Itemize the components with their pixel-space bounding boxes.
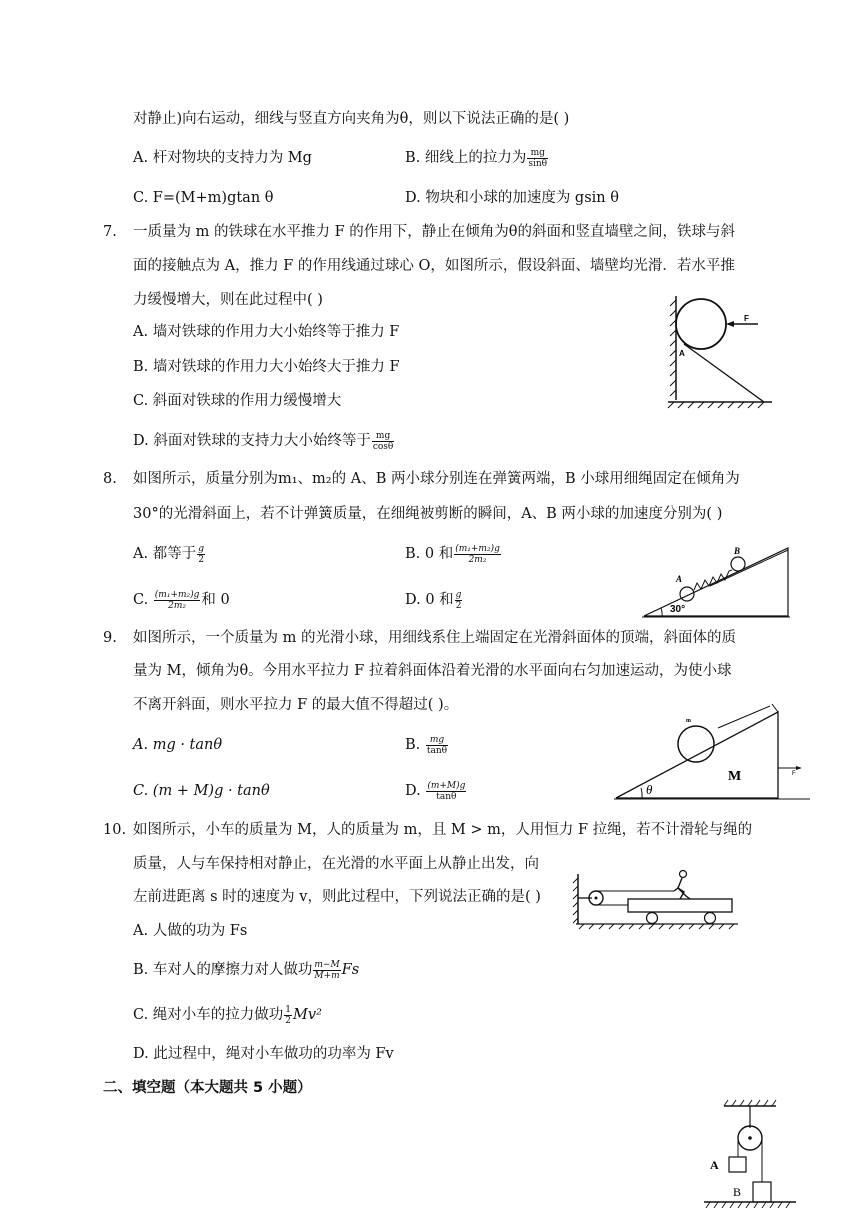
q7-stem-line1: 一质量为 m 的铁球在水平推力 F 的作用下，静止在倾角为θ的斜面和竖直墙壁之间，铁球与斜	[133, 224, 735, 240]
q9-stem-line3: 不离开斜面，则水平拉力 F 的最大值不得超过( )。	[133, 697, 459, 713]
q7-option-b: B. 墙对铁球的作用力大小始终大于推力 F	[133, 359, 400, 375]
section-2-heading: 二、填空题（本大题共 5 小题）	[103, 1080, 312, 1096]
q7-option-a: A. 墙对铁球的作用力大小始终等于推力 F	[133, 324, 400, 340]
q10-number: 10.	[103, 822, 127, 838]
q8-option-b: B. 0 和 $\frac{\text{(m₁+m₂)g}}{\text{2m₂}}$	[405, 543, 500, 565]
q7-stem-line2: 面的接触点为 A，推力 F 的作用线通过球心 O，如图所示，假设斜面、墙壁均光滑．若水平推	[133, 258, 735, 274]
q9-fig-M-label: M	[728, 769, 742, 784]
q9-stem-line1: 如图所示，一个质量为 m 的光滑小球，用细线系住上端固定在光滑斜面体的顶端，斜面体的质	[133, 630, 736, 646]
q9-option-a: A. mg · tanθ	[133, 737, 223, 753]
q6-option-b: B. 细线上的拉力为 $\frac{mg}{\sin\theta}$	[405, 147, 548, 169]
q9-stem-line2: 量为 M，倾角为θ。今用水平拉力 F 拉着斜面体沿着光滑的水平面向右匀加速运动，为使小球	[133, 663, 732, 679]
q9-option-c: C. (m + M)g · tanθ	[133, 783, 270, 799]
q8-fig-angle-label: 30°	[670, 604, 686, 615]
q6-stem-tail: 对静止)向右运动，细线与竖直方向夹角为θ，则以下说法正确的是( )	[133, 111, 570, 127]
q7-number: 7.	[103, 224, 117, 240]
q10-stem-line2: 质量，人与车保持相对静止，在光滑的水平面上从静止出发，向	[133, 856, 539, 872]
q9-figure	[612, 700, 814, 806]
q7-fig-f-label: F	[744, 314, 749, 323]
q9-option-d: D. $\frac{(m+M)g}{\tan\theta}$	[405, 780, 466, 802]
q9-number: 9.	[103, 630, 117, 646]
q10-stem-line1: 如图所示，小车的质量为 M，人的质量为 m，且 M > m，人用恒力 F 拉绳，若不计滑轮与绳的	[133, 822, 753, 838]
q10-option-a: A. 人做的功为 Fs	[133, 923, 248, 939]
q9-option-b: B. $\frac{mg}{\tan\theta}$	[405, 734, 448, 756]
q9-fig-f-label: F	[792, 771, 796, 777]
q8-fig-a-label: A	[676, 574, 683, 584]
q6-option-c: C. F=(M+m)gtan θ	[133, 190, 274, 206]
q9-fig-m-label: m	[686, 718, 691, 724]
fig-last-a-label: A	[710, 1158, 719, 1172]
q7-option-c: C. 斜面对铁球的作用力缓慢增大	[133, 393, 342, 409]
q8-stem-line2: 30°的光滑斜面上，若不计弹簧质量，在细绳被剪断的瞬间，A、B 两小球的加速度分别为( )	[133, 506, 723, 522]
q8-option-a: A. 都等于 $\frac{g}{2}$	[133, 543, 204, 565]
q9-fig-theta-label: θ	[646, 782, 653, 797]
q7-fig-a-label: A	[679, 349, 685, 358]
q8-figure	[640, 538, 796, 620]
q8-number: 8.	[103, 471, 117, 487]
q8-fig-b-label: B	[734, 546, 741, 556]
q8-stem-line1: 如图所示，质量分别为m₁、m₂的 A、B 两小球分别连在弹簧两端，B 小球用细绳固定在倾角为	[133, 471, 740, 487]
q7-figure	[666, 292, 776, 410]
q10-option-b: B. 车对人的摩擦力对人做功 $\frac{m-M}{M+m}$ Fs	[133, 959, 360, 981]
q10-figure	[572, 866, 740, 930]
q10-option-d: D. 此过程中，绳对小车做功的功率为 Fv	[133, 1046, 394, 1062]
q7-stem-line3: 力缓慢增大，则在此过程中( )	[133, 292, 323, 308]
q7-option-d: D. 斜面对铁球的支持力大小始终等于 $\frac{mg}{\cos\theta}$	[133, 430, 394, 452]
fig-last-b-label: B	[733, 1185, 742, 1199]
q10-option-c: C. 绳对小车的拉力做功 $\frac{1}{2}$ Mv²	[133, 1004, 322, 1026]
q8-option-d: D. 0 和 $\frac{g}{2}$	[405, 589, 462, 611]
q6-option-a: A. 杆对物块的支持力为 Mg	[133, 150, 312, 166]
q8-option-c: C. $\frac{\text{(m₁+m₂)g}}{\text{2m₂}}$ 和 0	[133, 589, 230, 611]
q10-stem-line3: 左前进距离 s 时的速度为 v，则此过程中，下列说法正确的是( )	[133, 889, 541, 905]
fill-blank-figure	[700, 1096, 800, 1214]
q6-option-d: D. 物块和小球的加速度为 gsin θ	[405, 190, 619, 206]
